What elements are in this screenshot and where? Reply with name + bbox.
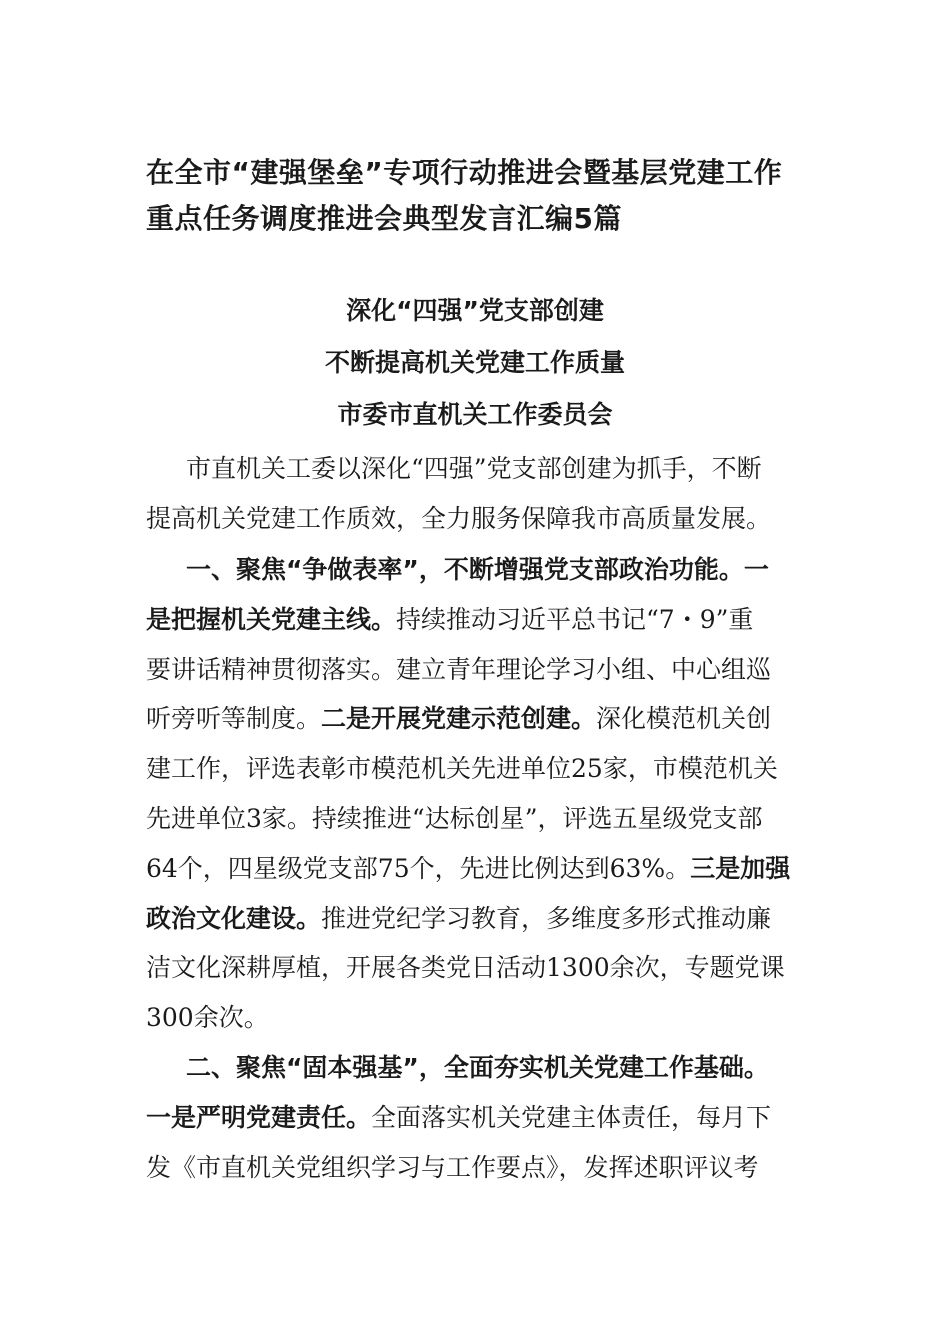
section-heading: 一、聚焦“争做表率”，不断增强党支部政治功能。一 [186, 555, 769, 584]
author-line: 市委市直机关工作委员会 [337, 400, 613, 429]
bold-phrase: 二是开展党建示范创建。 [321, 704, 597, 734]
subtitle-line: 深化“四强”党支部创建 [346, 296, 604, 325]
text-run: 64个，四星级党支部75个，先进比例达到63%。 [146, 853, 691, 883]
section-heading: 二、聚焦“固本强基”，全面夯实机关党建工作基础。 [186, 1053, 769, 1082]
bold-phrase: 政治文化建设。 [146, 903, 322, 933]
subtitle-line: 不断提高机关党建工作质量 [324, 348, 625, 377]
bold-phrase: 是把握机关党建主线。 [146, 604, 397, 634]
text-line [146, 844, 826, 894]
text-run: 听旁听等制度。 [146, 704, 322, 734]
bold-phrase: 一是严明党建责任。 [146, 1102, 372, 1132]
text-line: 要讲话精神贯彻落实。建立青年理论学习小组、中心组巡 [146, 654, 772, 684]
text-line [146, 595, 826, 645]
text-line: 提高机关党建工作质效，全力服务保障我市高质量发展。 [146, 503, 772, 533]
text-run: 推进党纪学习教育，多维度多形式推动廉 [321, 903, 772, 933]
title-line: 重点任务调度推进会典型发言汇编5篇 [146, 202, 622, 235]
paragraph-intro [146, 444, 826, 544]
text-line: 发《市直机关党组织学习与工作要点》，发挥述职评议考 [146, 1152, 759, 1182]
text-line: 300余次。 [146, 1003, 269, 1033]
text-line [146, 694, 826, 744]
text-run: 全面落实机关党建主体责任，每月下 [371, 1102, 772, 1132]
bold-phrase: 三是加强 [690, 853, 791, 883]
text-line: 市直机关工委以深化“四强”党支部创建为抓手，不断 [186, 454, 762, 483]
text-line: 洁文化深耕厚植，开展各类党日活动1300余次，专题党课 [146, 953, 785, 983]
document-title [146, 150, 826, 242]
text-line [146, 1093, 826, 1143]
paragraph-section-two [146, 1043, 826, 1192]
text-line: 先进单位3家。持续推进“达标创星”，评选五星级党支部 [146, 803, 763, 833]
text-run: 持续推动习近平总书记“7・9”重 [396, 604, 754, 634]
title-line: 在全市“建强堡垒”专项行动推进会暨基层党建工作 [146, 156, 783, 189]
paragraph-section-one [146, 545, 826, 1043]
text-run: 深化模范机关创 [596, 704, 772, 734]
text-line: 建工作，评选表彰市模范机关先进单位25家，市模范机关 [146, 754, 778, 784]
text-line [146, 894, 826, 944]
